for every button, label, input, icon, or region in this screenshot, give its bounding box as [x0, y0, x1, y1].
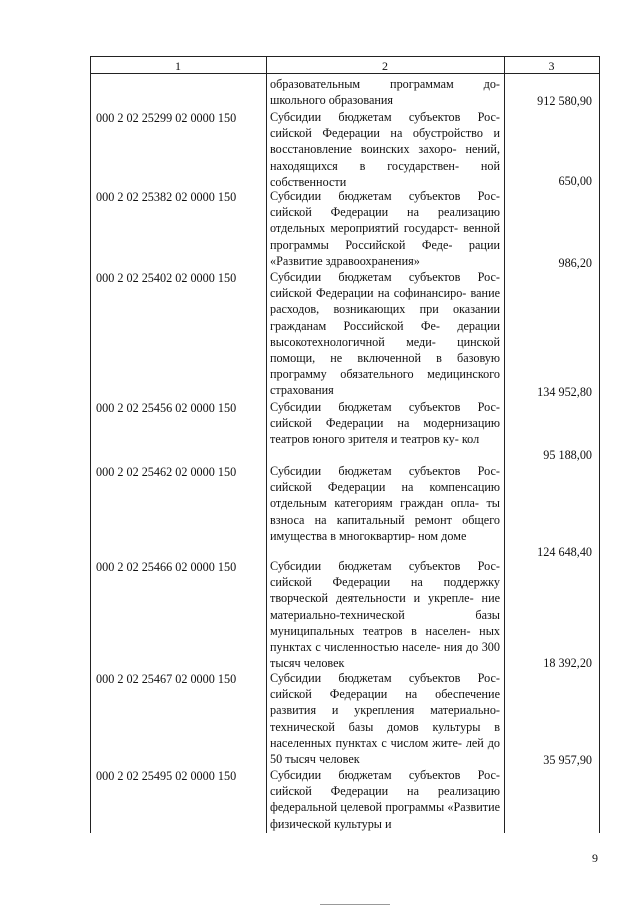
table-right-border: [599, 56, 600, 833]
header-col-2: 2: [382, 59, 388, 73]
continuation-text: [270, 76, 500, 109]
row-amount: 650,00: [558, 174, 592, 188]
row-description: [270, 463, 500, 544]
amount-continued: 912 580,90: [537, 94, 592, 108]
header-bottom-border: [90, 73, 600, 74]
row-code: 000 2 02 25299 02 0000 150: [96, 111, 237, 125]
row-description-text: Субсидии бюджетам субъектов Рос- сийской Федерации на софинансиро- вание расходов, возникающих при оказании гражданам Российской Фе- дерации высокотехнологичной меди- цинской помощи, не включенной в базовую программу обязательного медицинского страхования: [270, 270, 500, 398]
row-amount: 986,20: [558, 256, 592, 270]
row-code: 000 2 02 25467 02 0000 150: [96, 672, 237, 686]
row-description: [270, 558, 500, 671]
row-description-text: Субсидии бюджетам субъектов Рос- сийской Федерации на компенсацию отдельным категориям граждан опла- ты взноса на капитальный ремонт общего имущества в многоквартир- ном доме: [270, 464, 500, 543]
row-description-text: Субсидии бюджетам субъектов Рос- сийской Федерации на обеспечение развития и укрепления материально- технической базы домов культуры в населенных пунктах с числом жите- лей до 50 тысяч человек: [270, 671, 500, 767]
column-divider-1: [266, 56, 267, 833]
row-description-text: Субсидии бюджетам субъектов Рос- сийской Федерации на реализацию федеральной целевой программы «Развитие физической культуры и: [270, 768, 500, 831]
table-top-border: [90, 56, 600, 57]
column-divider-2: [504, 56, 505, 833]
row-amount: 134 952,80: [537, 385, 592, 399]
row-amount: 124 648,40: [537, 545, 592, 559]
row-description: [270, 399, 500, 448]
row-description-text: Субсидии бюджетам субъектов Рос- сийской Федерации на обустройство и восстановление воинских захоро- нений, находящихся в государствен- ной собственности: [270, 110, 500, 189]
row-description-text: Субсидии бюджетам субъектов Рос- сийской Федерации на поддержку творческой деятельности и укрепле- ние материально-технической базы муниципальных театров в населен- ных пунктах с численностью населе- ния до 300 тысяч человек: [270, 559, 500, 671]
row-amount: 18 392,20: [543, 656, 592, 670]
continuation-paragraph: образовательным программам до- школьного образования: [270, 77, 500, 108]
row-description: [270, 670, 500, 767]
row-code: 000 2 02 25456 02 0000 150: [96, 401, 237, 415]
row-amount: 95 188,00: [543, 448, 592, 462]
header-col-3: 3: [548, 59, 555, 73]
row-description: [270, 269, 500, 399]
table-left-border: [90, 56, 91, 833]
row-description: [270, 109, 500, 190]
header-col-1: 1: [175, 59, 181, 73]
row-description-text: Субсидии бюджетам субъектов Рос- сийской Федерации на модернизацию театров юного зрителя и театров ку- кол: [270, 400, 500, 447]
row-description: [270, 188, 500, 269]
row-code: 000 2 02 25402 02 0000 150: [96, 271, 237, 285]
row-amount: 35 957,90: [543, 753, 592, 767]
row-description-text: Субсидии бюджетам субъектов Рос- сийской Федерации на реализацию отдельных мероприятий государст- венной программы Российской Феде- рации «Развитие здравоохранения»: [270, 189, 500, 268]
page-number: 9: [592, 851, 598, 865]
row-code: 000 2 02 25466 02 0000 150: [96, 560, 237, 574]
row-code: 000 2 02 25495 02 0000 150: [96, 769, 237, 783]
row-code: 000 2 02 25462 02 0000 150: [96, 465, 237, 479]
row-code: 000 2 02 25382 02 0000 150: [96, 190, 237, 204]
row-description: [270, 767, 500, 832]
